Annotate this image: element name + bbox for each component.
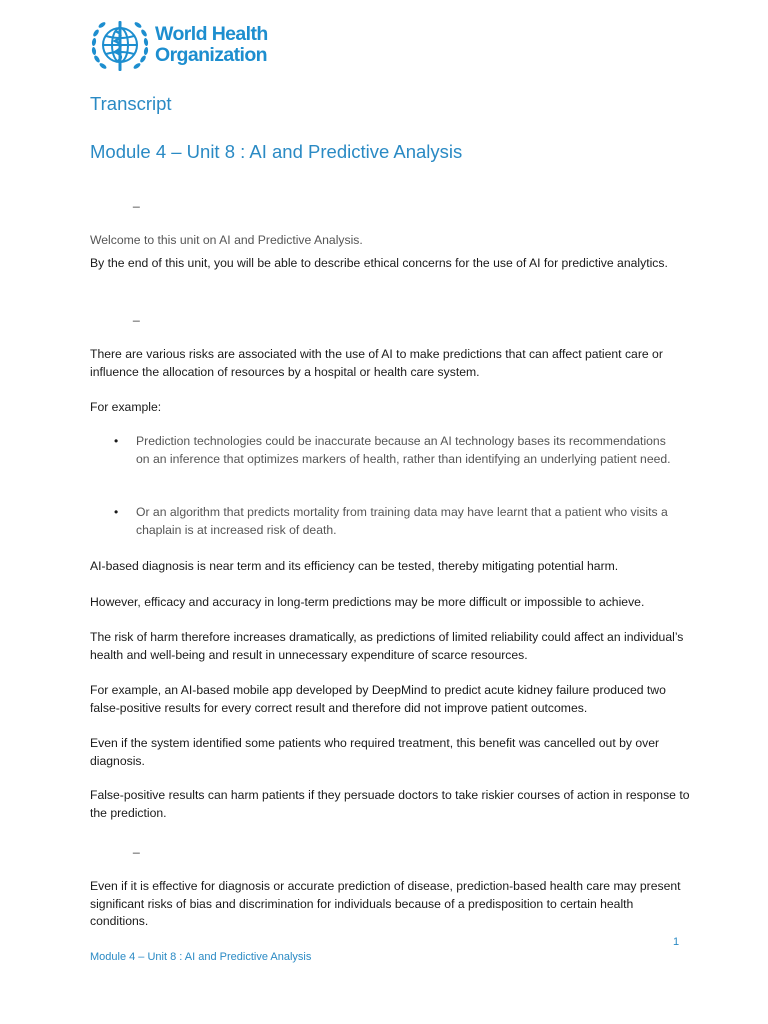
bullet-dot-icon: •: [114, 505, 119, 519]
list-item-text: Or an algorithm that predicts mortality from training data may have learnt that a patient who visits a chaplain is at increased risk of death.: [136, 505, 668, 537]
separator: _: [133, 840, 140, 854]
who-logo: [89, 15, 268, 75]
who-emblem-icon: [89, 15, 151, 75]
separator: _: [133, 308, 140, 322]
paragraph-risks: There are various risks are associated with the use of AI to make predictions that can affect patient care or influence the allocation of resources by a hospital or health care system.: [90, 347, 663, 379]
footer-title: Module 4 – Unit 8 : AI and Predictive Analysis: [90, 951, 312, 963]
separator: _: [133, 194, 140, 208]
paragraph-false-positive: False-positive results can harm patients if they persuade doctors to take riskier courses of action in response to the prediction.: [90, 788, 690, 820]
page-number: 1: [673, 936, 680, 948]
paragraph-ai-diagnosis: AI-based diagnosis is near term and its efficiency can be tested, thereby mitigating potential harm.: [90, 559, 619, 573]
paragraph-however: However, efficacy and accuracy in long-term predictions may be more difficult or impossible to achieve.: [90, 595, 645, 609]
logo-line-1: World Health: [155, 23, 268, 45]
logo-line-2: Organization: [155, 44, 267, 66]
paragraph-even-if-system: Even if the system identified some patients who required treatment, this benefit was cancelled out by over diagnosis.: [90, 736, 660, 768]
who-logo-text: [155, 24, 268, 66]
list-item-text: Prediction technologies could be inaccurate because an AI technology bases its recommendations on an inference that optimizes markers of health, rather than identifying an underlying patient need.: [136, 434, 671, 466]
paragraph-deepmind: For example, an AI-based mobile app developed by DeepMind to predict acute kidney failure produced two false-positive results for every correct result and therefore did not improve patient outcomes.: [90, 683, 666, 715]
paragraph-risk-of-harm: The risk of harm therefore increases dramatically, as predictions of limited reliability could affect an individual’s health and well-being and result in unnecessary expenditure of scarce resources.: [90, 630, 684, 662]
paragraph-objective: By the end of this unit, you will be able to describe ethical concerns for the use of AI for predictive analytics.: [90, 256, 668, 270]
paragraph-for-example: For example:: [90, 400, 162, 414]
page-title: Module 4 – Unit 8 : AI and Predictive Analysis: [90, 141, 463, 162]
bullet-dot-icon: •: [114, 434, 119, 448]
paragraph-even-if-effective: Even if it is effective for diagnosis or accurate prediction of disease, prediction-based health care may present significant risks of bias and discrimination for individuals because of a predisposition to certain health conditions.: [90, 879, 681, 928]
paragraph-welcome: Welcome to this unit on AI and Predictive Analysis.: [90, 233, 363, 247]
document-type-label: Transcript: [90, 93, 172, 114]
